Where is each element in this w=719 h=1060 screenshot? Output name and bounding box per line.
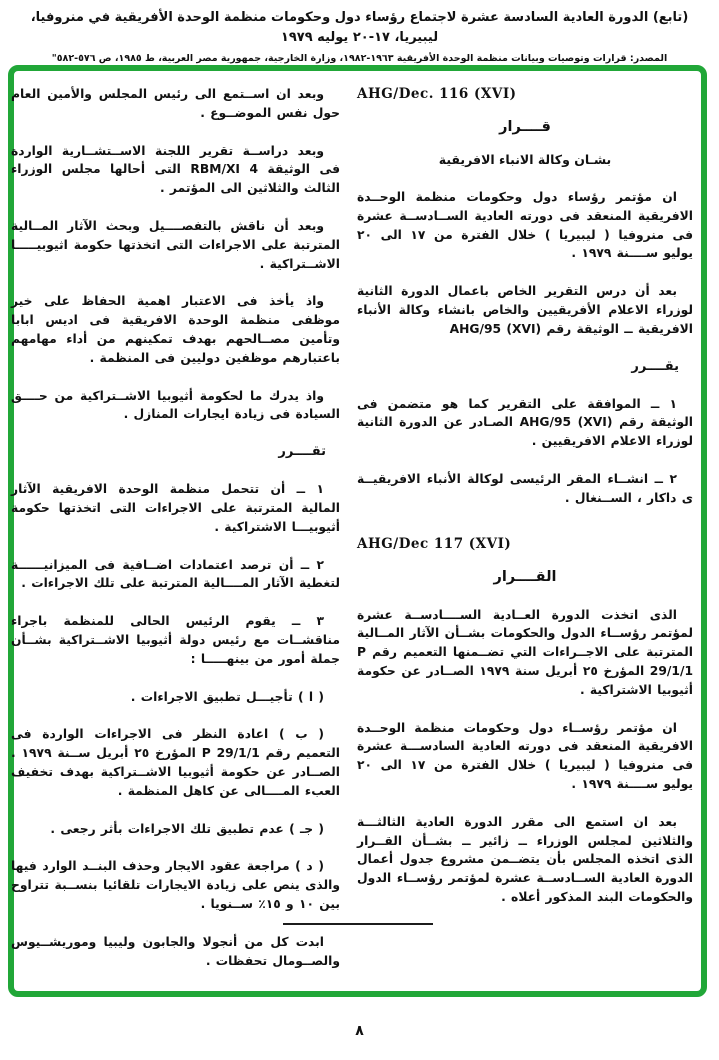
- paragraph: بعد ان استمع الى مقرر الدورة العادية الثالثـــة والثلاثين لمجلس الوزراء ــ زائير ــ بشــأن القــرار الذى اتخذه المجلس بأن يتضــمن مشروع جدول أعمال الدورة العادية الســادســة عشرة لمؤتمر رؤســاء الدول والحكومات البند المذكور أعلاه .: [357, 814, 693, 904]
- paragraph: واذ يدرك ما لحكومة أثيوبيا الاشــتراكية من حــــق السيادة فى زيادة ايجارات المنازل .: [11, 388, 340, 422]
- resolution-heading-116: قــــرار: [499, 119, 551, 135]
- paragraph: وبعد أن ناقش بالتفصــــيل وبحث الآثار المــالية المترتبة على الاجراءات التى اتخذتها حكومة اثيوبيـــــا الاشــتراكية .: [11, 218, 340, 271]
- document-frame: [8, 65, 707, 997]
- paragraph: واذ يأخذ فى الاعتبار اهمية الحفاظ على خير موظفى منظمة الوحدة الافريقية فى اديس ابابا وتأمين مصــالحهم بهدف تمكينهم من أداء مهامهم باعتبارهم موظفين دوليين فى المنظمة .: [11, 294, 340, 365]
- paragraph: ان مؤتمر رؤســاء دول وحكومات منظمة الوحــدة الافريقية المنعقد فى دورته العادية السادســـة عشرة فى منروفيا ( ليبيريا ) خلال الفترة من ١٧ الى ٢٠ يوليو ســــنة ١٩٧٩ .: [357, 720, 693, 791]
- sub-item-d: ( د ) مراجعة عقود الايجار وحذف البنــد الوارد فيها والذى ينص على زيادة الايجارات تلقائيا بنســبة تتراوح بين ١٠ و ١٥٪ ســنويا .: [11, 859, 340, 911]
- decision-item: ٢ ــ انشــاء المقر الرئيسى لوكالة الأنباء الافريقيــة ى داكار ، الســنغال .: [357, 471, 693, 505]
- paragraph: ان مؤتمر رؤساء دول وحكومات منظمة الوحــدة الافريقية المنعقد فى دورته العادية الســادســة عشرة فى منروفيا ( ليبيريا ) خلال الفترة من ١٧ الى ٢٠ يوليو ســــنة ١٩٧٩ .: [357, 190, 693, 261]
- sub-item-c: ( جـ ) عدم تطبيق تلك الاجراءات بأثر رجعى .: [50, 821, 324, 836]
- column-right: [357, 85, 693, 971]
- decision-item: ١ ــ أن تتحمل منظمة الوحدة الافريقية الآثار المالية المترتبة على الاجراءات التى اتخذتها حكومة أثيوبيـــا الاشتراكية .: [11, 482, 340, 534]
- column-left: [11, 85, 340, 971]
- decision-item: ٣ ــ يقوم الرئيس الحالى للمنظمة باجراء مناقشــات مع رئيس دولة أثيوبيا الاشــتراكية بشــأن جملة أمور من بينهـــــا :: [11, 614, 340, 666]
- paragraph: الذى اتخذت الدورة العــادية الســــادســة عشرة لمؤتمر رؤســاء الدول والحكومات بشــأن الآثار المــالية المترتبة على الاجــراءات التي تضــمنها التعميم رقم P 29/1/1 المؤرخ ٢٥ أبريل سنة ١٩٧٩ الصــادر عن حكومة أثيوبيا الاشتراكية .: [357, 607, 694, 697]
- decides-heading-left: تقــــرر: [278, 444, 326, 460]
- header-session-title: (تابع) الدورة العادية السادسة عشرة لاجتماع رؤساء دول وحكومات منظمة الوحدة الأفريقية في منروفيا، ليبيريا، ١٧-٢٠ يوليه ١٩٧٩: [30, 10, 689, 45]
- decides-heading-116: يقــــرر: [631, 358, 679, 374]
- page-number: ٨: [355, 1023, 364, 1039]
- paragraph: بعد أن درس التقرير الخاص باعمال الدورة الثانية لوزراء الاعلام الأفريقيين والخاص بانشاء وكالة الأنباء الافريقية ــ الوثيقة رقم AHG/95 (XVI): [357, 284, 693, 336]
- sub-item-a: ( ا ) تأجيـــل تطبيق الاجراءات .: [130, 689, 324, 704]
- closing-paragraph: ابدت كل من أنجولا والجابون وليبيا وموريشــيوس والصــومال تحفظات .: [11, 934, 340, 968]
- page-header: [0, 8, 719, 68]
- doc-ref-ahg-dec-117: AHG/Dec 117 (XVI): [357, 535, 512, 552]
- paragraph: وبعد ان اســتمع الى رئيس المجلس والأمين العام حول نفس الموضــوع .: [11, 87, 340, 120]
- doc-ref-ahg-dec-116: AHG/Dec. 116 (XVI): [357, 86, 517, 102]
- paragraph: وبعد دراســة تقرير اللجنة الاســتشــارية الواردة فى الوثيقة RBM/XI 4 التى أحالها مجلس الوزراء الثالث والثلاثين الى المؤتمر .: [11, 143, 340, 196]
- decision-item: ١ ــ الموافقة على التقرير كما هو متضمن فى الوثيقة رقم AHG/95 (XVI) الصـادر عن الدورة الثانية لوزراء الاعلام الافريقيين .: [357, 396, 693, 449]
- header-source-citation: المصدر: قرارات وتوصيات وبيانات منظمة الوحدة الأفريقية ١٩٦٣-١٩٨٢، وزارة الخارجية، جمهورية مصر العربية، ط ١٩٨٥، ص ٥٧٦-٥٨٢": [51, 53, 668, 64]
- two-column-layout: [11, 85, 694, 971]
- sub-item-b: ( ب ) اعادة النظر فى الاجراءات الواردة فى التعميم رقم P 29/1/1 المؤرخ ٢٥ أبريل ســنة ١٩٧٩ . الصــادر عن حكومة أثيوبيا الاشــتراكية بهدف تخفيف العبء المــــالى عن كاهل المنظمة .: [11, 727, 340, 798]
- resolution-subject-116: بشـان وكالة الانباء الافريقية: [438, 152, 612, 167]
- decision-item: ٢ ــ أن ترصد اعتمادات اضــافية فى الميزانيــــــة لتغطية الآثار المــــالية المترتبة على تلك الاجراءات .: [11, 557, 340, 591]
- resolution-heading-117: القــــرار: [493, 568, 557, 585]
- section-divider: [283, 923, 433, 925]
